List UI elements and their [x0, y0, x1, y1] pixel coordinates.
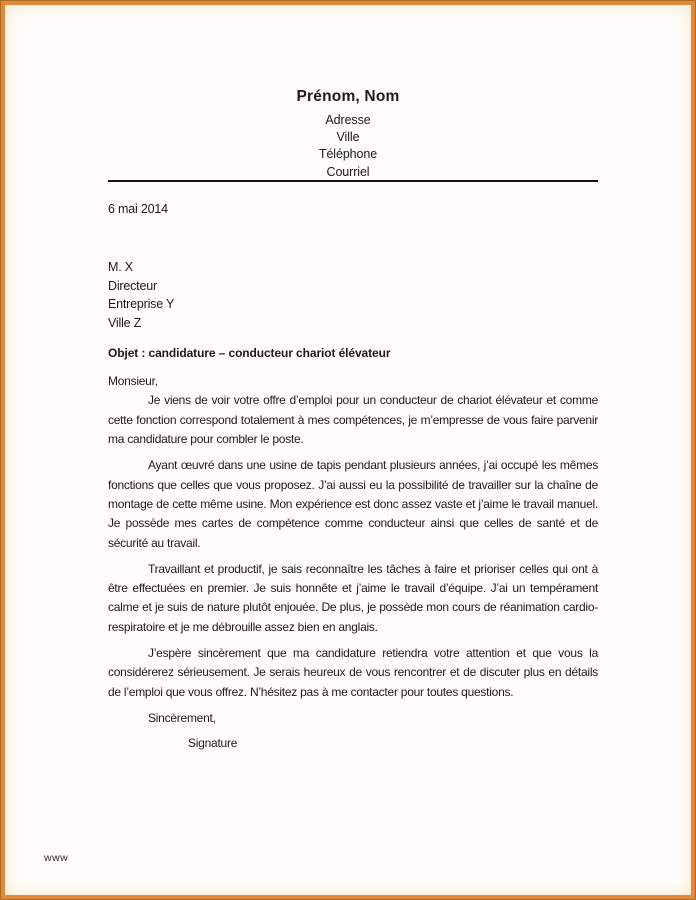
salutation: Monsieur, — [108, 374, 158, 388]
recipient-block — [108, 258, 174, 332]
closing: Sincèrement, — [148, 710, 216, 725]
signature-placeholder: Signature — [188, 736, 238, 751]
header-divider — [108, 180, 598, 182]
watermark-www: www — [44, 852, 69, 864]
sender-email: Courriel — [326, 164, 370, 179]
letter-body — [108, 372, 598, 754]
paragraph-intro: Je viens de voir votre offre d’emploi pour un conducteur de chariot élévateur et comme cette fonction correspond totalement à mes compétences, je m’empresse de vous faire parvenir ma candidature pour combler le poste. — [108, 393, 598, 447]
letter-date: 6 mai 2014 — [108, 202, 168, 216]
paragraph-conclusion: J’espère sincèrement que ma candidature retiendra votre attention et que vous la considérerez sérieusement. Je serais heureux de vous rencontrer et de discuter plus en détails de l’emploi que vous offrez. N’hésitez pas à me contacter pour toutes questions. — [108, 645, 598, 699]
sender-name: Prénom, Nom — [296, 88, 400, 105]
sender-city: Ville — [336, 130, 360, 145]
paragraph-experience: Ayant œuvré dans une usine de tapis pendant plusieurs années, j’ai occupé les mêmes fonctions que celles que vous proposez. J’ai aussi eu la possibilité de travailler sur la chaîne de montage de cette même usine. Mon expérience est donc assez vaste et j’aime le travail manuel. Je possède mes cartes de compétence comme conducteur ainsi que celles de santé et de sécurité au travail. — [108, 458, 598, 550]
sender-address: Adresse — [325, 113, 371, 127]
letter-header — [5, 88, 691, 181]
recipient-city: Ville Z — [108, 315, 142, 330]
subject-line: Objet : candidature – conducteur chariot élévateur — [108, 346, 391, 360]
paragraph-qualities: Travaillant et productif, je sais reconnaître les tâches à faire et prioriser celles qui ont à être effectuées en premier. Je suis honnête et j’aime le travail d’équipe. J’ai un tempérament calme et je suis de nature plutôt enjouée. De plus, je possède mon cours de réanimation cardio-respiratoire et je me débrouille assez bien en anglais. — [108, 561, 598, 634]
sender-phone: Téléphone — [318, 147, 378, 162]
recipient-name: M. X — [108, 260, 133, 274]
recipient-company: Entreprise Y — [108, 297, 175, 311]
recipient-title: Directeur — [108, 278, 157, 293]
